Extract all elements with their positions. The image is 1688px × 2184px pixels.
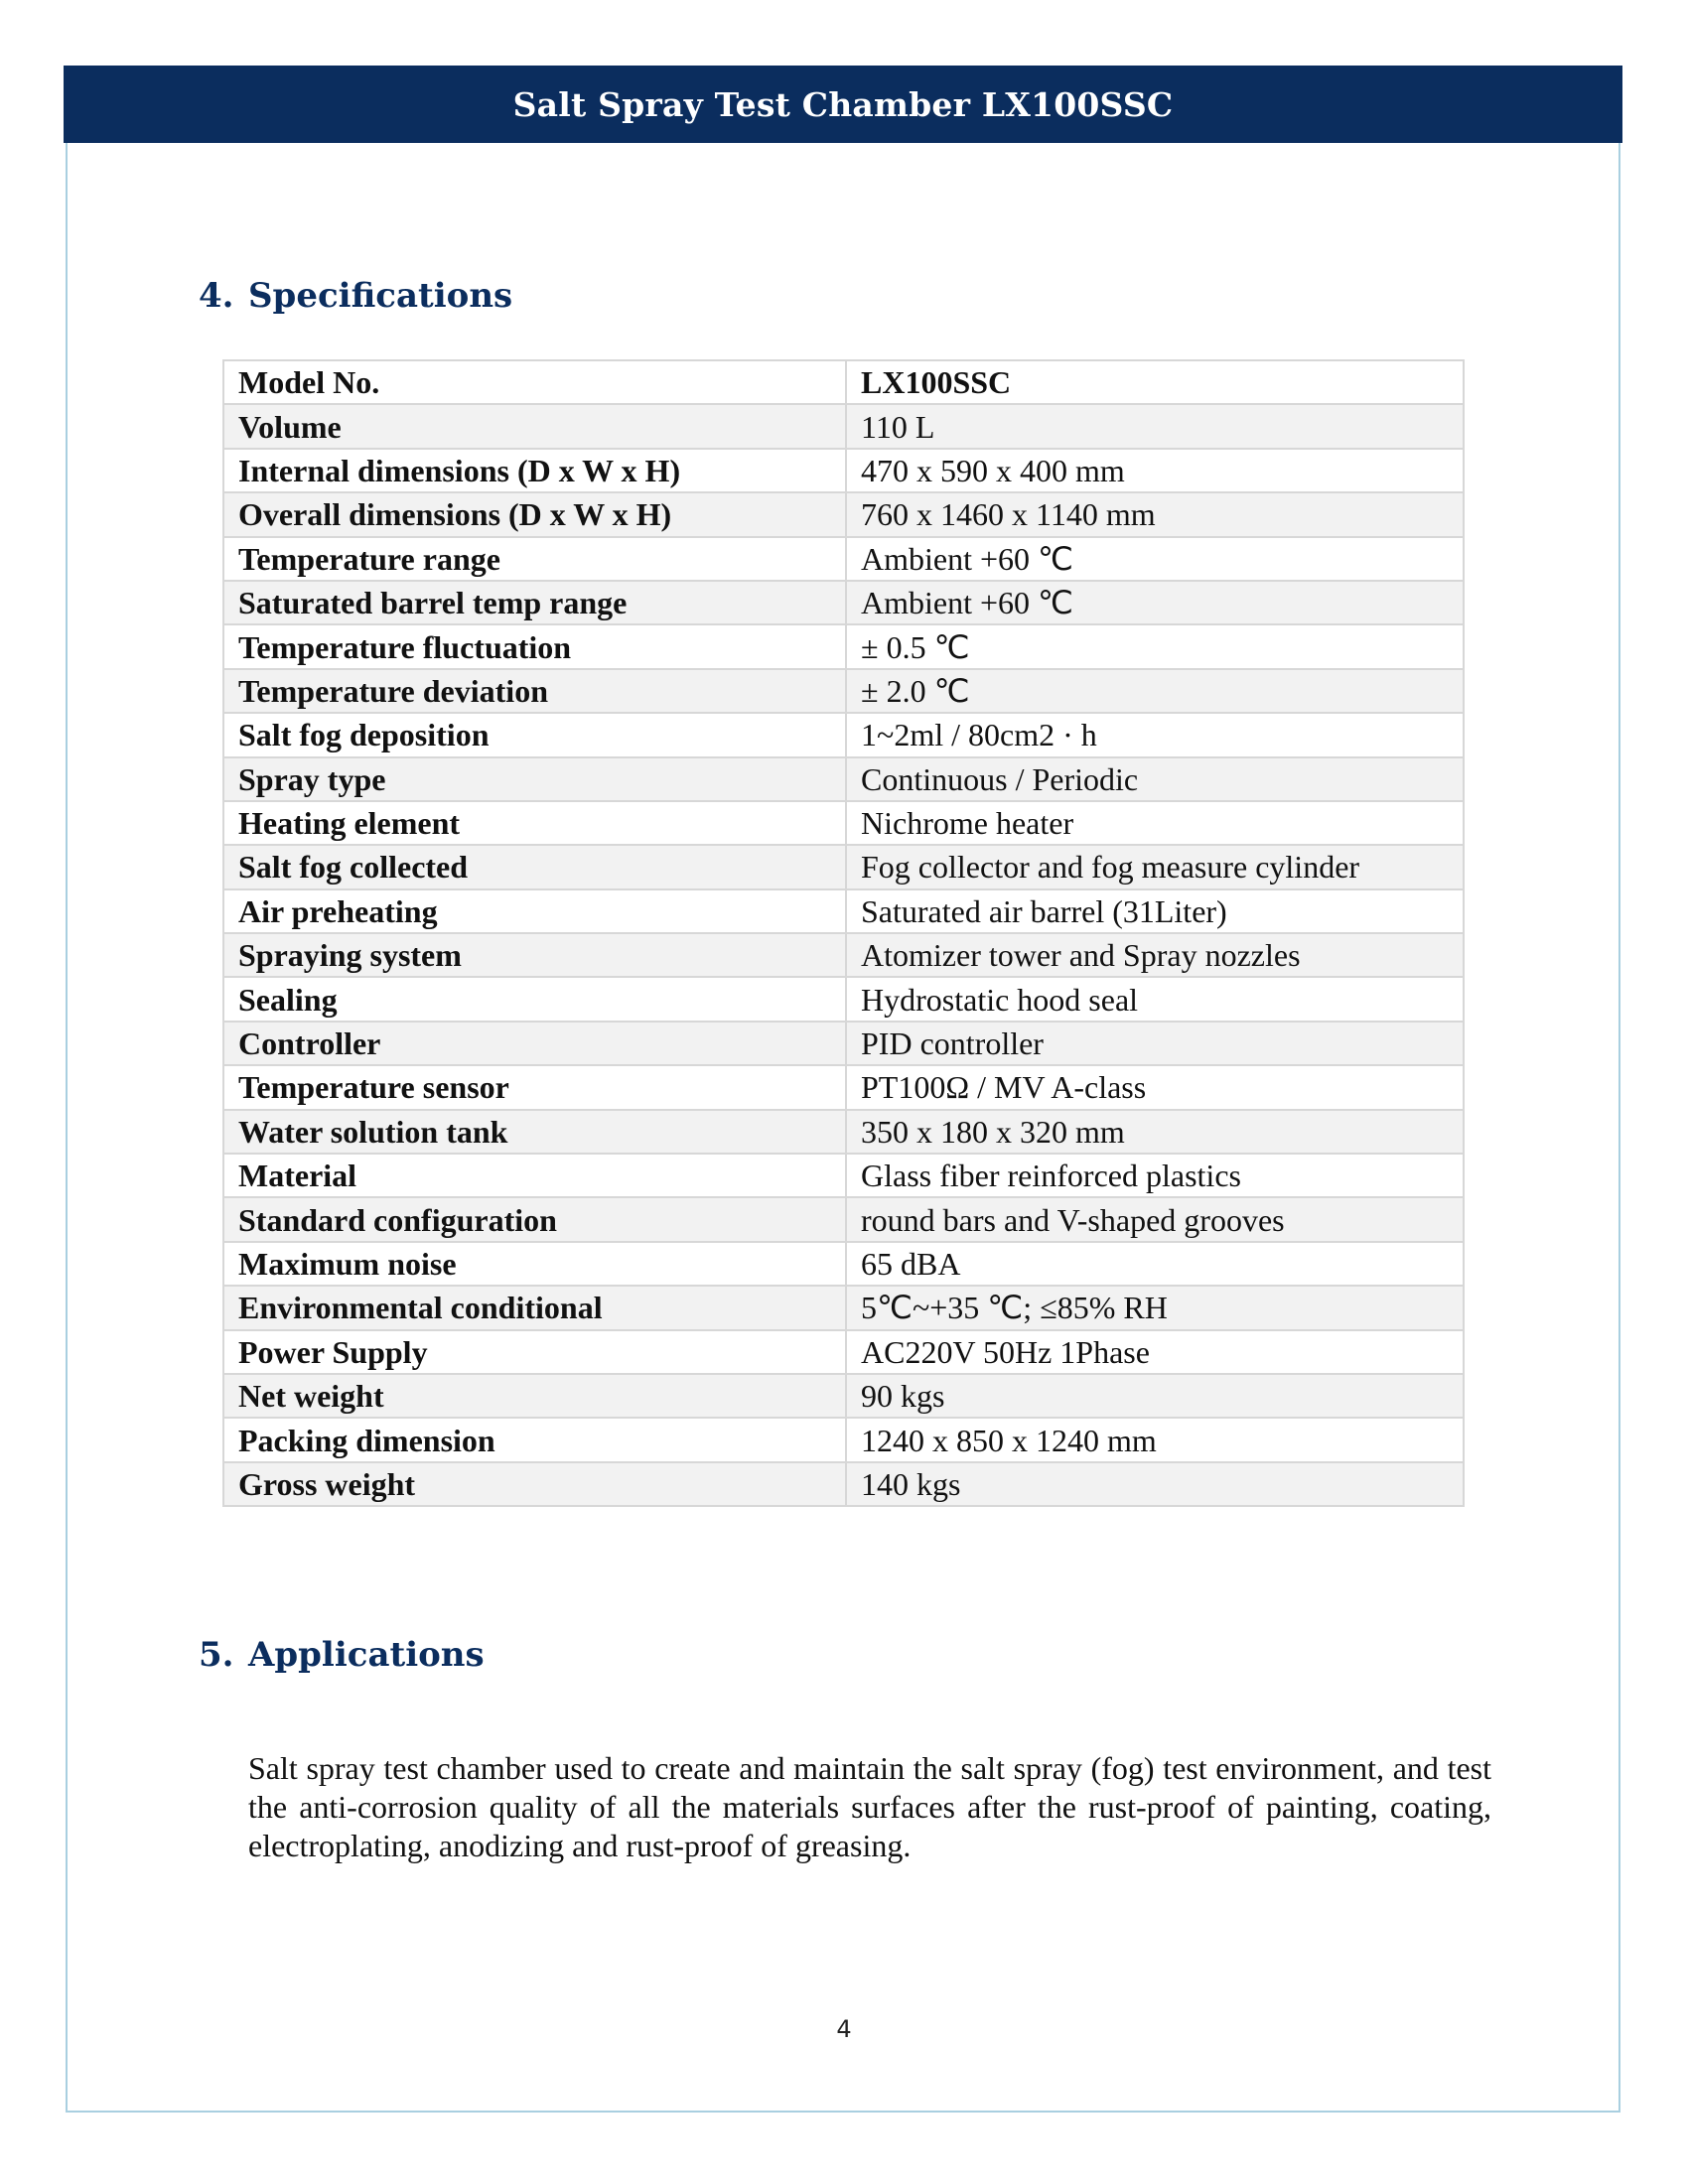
spec-label-cell: Overall dimensions (D x W x H) <box>223 492 846 536</box>
spec-label-cell: Water solution tank <box>223 1110 846 1154</box>
header-bar <box>64 66 1622 143</box>
spec-label-cell: Net weight <box>223 1374 846 1418</box>
spec-label-cell: Spraying system <box>223 933 846 977</box>
spec-value-cell: 1240 x 850 x 1240 mm <box>846 1418 1464 1461</box>
table-row <box>223 492 1464 536</box>
spec-value-cell: 140 kgs <box>846 1462 1464 1506</box>
spec-label-cell: Saturated barrel temp range <box>223 581 846 624</box>
table-row <box>223 713 1464 756</box>
spec-value-cell: Ambient +60 ℃ <box>846 537 1464 581</box>
spec-label-cell: Power Supply <box>223 1330 846 1374</box>
spec-value-cell: 5℃~+35 ℃; ≤85% RH <box>846 1286 1464 1329</box>
specifications-section-title: Specifications <box>248 276 513 316</box>
table-row <box>223 1065 1464 1109</box>
spec-value-cell: 90 kgs <box>846 1374 1464 1418</box>
applications-heading <box>199 1635 485 1675</box>
spec-label-cell: Temperature fluctuation <box>223 624 846 668</box>
table-row <box>223 1374 1464 1418</box>
table-row <box>223 624 1464 668</box>
spec-label-cell: Salt fog deposition <box>223 713 846 756</box>
spec-value-cell: 110 L <box>846 404 1464 448</box>
spec-label-cell: Temperature deviation <box>223 669 846 713</box>
table-row <box>223 933 1464 977</box>
spec-value-cell: AC220V 50Hz 1Phase <box>846 1330 1464 1374</box>
spec-label-cell: Spray type <box>223 757 846 801</box>
spec-label-cell: Packing dimension <box>223 1418 846 1461</box>
specifications-heading <box>199 276 512 316</box>
spec-value-cell: Nichrome heater <box>846 801 1464 845</box>
spec-value-cell: Saturated air barrel (31Liter) <box>846 889 1464 933</box>
table-row <box>223 1022 1464 1065</box>
spec-value-cell: PID controller <box>846 1022 1464 1065</box>
specifications-table-body <box>223 360 1464 1506</box>
spec-label-cell: Controller <box>223 1022 846 1065</box>
spec-value-cell: Hydrostatic hood seal <box>846 977 1464 1021</box>
applications-section-title: Applications <box>248 1635 485 1675</box>
spec-value-cell: round bars and V-shaped grooves <box>846 1197 1464 1241</box>
spec-value-cell: 65 dBA <box>846 1242 1464 1286</box>
spec-label-cell: Temperature sensor <box>223 1065 846 1109</box>
spec-label-cell: Maximum noise <box>223 1242 846 1286</box>
spec-label-cell: Temperature range <box>223 537 846 581</box>
spec-label-cell: Gross weight <box>223 1462 846 1506</box>
table-row <box>223 1197 1464 1241</box>
table-row <box>223 404 1464 448</box>
spec-value-cell: 760 x 1460 x 1140 mm <box>846 492 1464 536</box>
specifications-table <box>222 359 1465 1507</box>
spec-value-cell: Continuous / Periodic <box>846 757 1464 801</box>
page-number: 4 <box>836 2015 852 2043</box>
spec-value-cell: Fog collector and fog measure cylinder <box>846 845 1464 888</box>
spec-label-cell: Standard configuration <box>223 1197 846 1241</box>
applications-section-number: 5. <box>199 1635 234 1675</box>
spec-value-cell: ± 0.5 ℃ <box>846 624 1464 668</box>
spec-label-cell: Heating element <box>223 801 846 845</box>
table-row <box>223 581 1464 624</box>
spec-value-cell: ± 2.0 ℃ <box>846 669 1464 713</box>
table-row <box>223 1330 1464 1374</box>
spec-value-cell: LX100SSC <box>846 360 1464 404</box>
spec-value-cell: 1~2ml / 80cm2 · h <box>846 713 1464 756</box>
applications-paragraph: Salt spray test chamber used to create and maintain the salt spray (fog) test environment, and test the anti-corrosion quality of all the materials surfaces after the rust-proof of painting, coating, electroplating, anodizing and rust-proof of greasing. <box>248 1750 1491 1863</box>
table-row <box>223 1110 1464 1154</box>
spec-value-cell: 470 x 590 x 400 mm <box>846 449 1464 492</box>
document-title: Salt Spray Test Chamber LX100SSC <box>512 84 1174 124</box>
spec-value-cell: 350 x 180 x 320 mm <box>846 1110 1464 1154</box>
table-row <box>223 1418 1464 1461</box>
spec-label-cell: Air preheating <box>223 889 846 933</box>
table-row <box>223 669 1464 713</box>
table-row <box>223 801 1464 845</box>
table-row <box>223 1462 1464 1506</box>
spec-label-cell: Material <box>223 1154 846 1197</box>
table-row <box>223 845 1464 888</box>
table-row <box>223 889 1464 933</box>
spec-label-cell: Salt fog collected <box>223 845 846 888</box>
table-row <box>223 1242 1464 1286</box>
table-row <box>223 757 1464 801</box>
table-row <box>223 1154 1464 1197</box>
spec-value-cell: Ambient +60 ℃ <box>846 581 1464 624</box>
table-row <box>223 537 1464 581</box>
specifications-section-number: 4. <box>199 276 234 316</box>
table-row <box>223 360 1464 404</box>
table-row <box>223 449 1464 492</box>
spec-label-cell: Internal dimensions (D x W x H) <box>223 449 846 492</box>
spec-label-cell: Environmental conditional <box>223 1286 846 1329</box>
table-row <box>223 1286 1464 1329</box>
spec-label-cell: Sealing <box>223 977 846 1021</box>
spec-value-cell: Atomizer tower and Spray nozzles <box>846 933 1464 977</box>
table-row <box>223 977 1464 1021</box>
spec-value-cell: PT100Ω / MV A-class <box>846 1065 1464 1109</box>
spec-label-cell: Volume <box>223 404 846 448</box>
spec-value-cell: Glass fiber reinforced plastics <box>846 1154 1464 1197</box>
spec-label-cell: Model No. <box>223 360 846 404</box>
